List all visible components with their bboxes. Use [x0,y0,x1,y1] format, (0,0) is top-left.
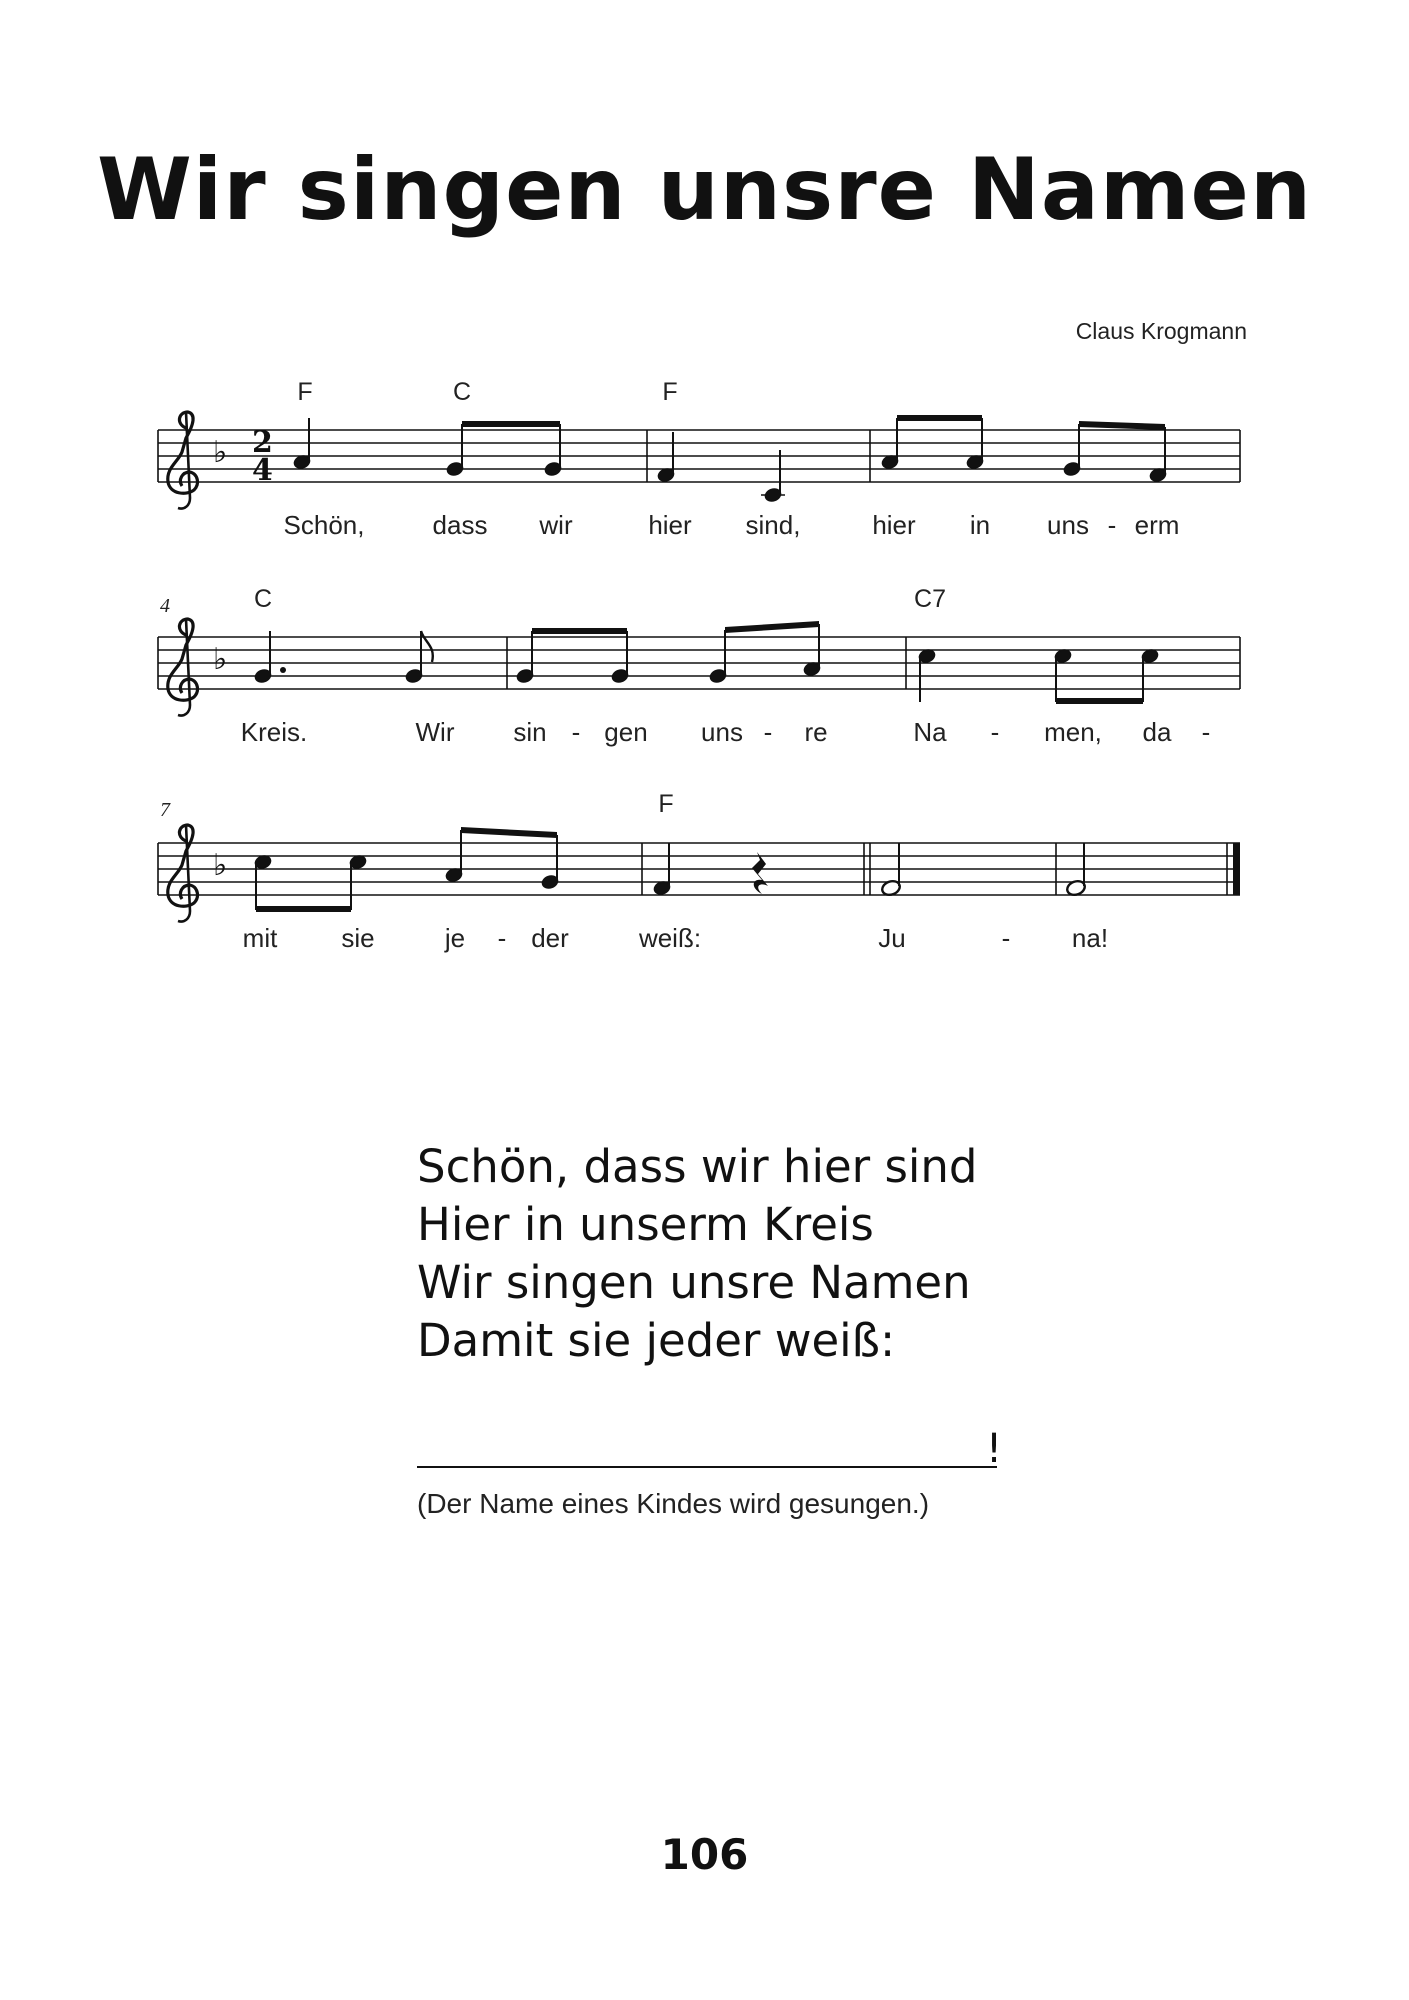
system-2 [158,585,1240,747]
blank-line [417,1466,997,1468]
lyric-syllable: sie [341,923,375,953]
lyric-syllable: hier [648,510,692,540]
note-beam [725,621,819,633]
song-title: Wir singen unsre Namen [96,140,1313,240]
chord-symbols [658,790,673,818]
notes [292,415,1167,503]
note-dot [280,667,286,673]
verse-line: Wir singen unsre Namen [417,1256,971,1309]
lyric-syllable: hier [872,510,916,540]
lyric-syllable: erm [1134,510,1180,540]
lyric-syllable: je [444,923,466,953]
final-barline [1233,843,1240,895]
note-beam [462,421,560,427]
lyric-syllable: Na [913,717,947,747]
lyric-syllable: sin [513,717,547,747]
treble-clef-icon [168,412,198,509]
staff-lines [158,637,1240,689]
note-beam [1079,421,1165,430]
lyric-syllable: na! [1071,923,1109,953]
lyrics [243,923,1108,953]
lyric-syllable: weiß: [638,923,702,953]
chord-symbol: C7 [914,585,946,613]
lyric-hyphen: - [1107,510,1117,540]
chord-symbol: C [253,585,273,613]
instruction-note: (Der Name eines Kindes wird gesungen.) [417,1488,930,1519]
note-beam [1056,698,1143,704]
flat-icon: ♭ [213,848,228,883]
lyric-syllable: re [804,717,828,747]
lyric-syllable: Wir [415,717,455,747]
lyric-syllable: uns [701,717,743,747]
lyric-syllable: mit [242,923,278,953]
chord-symbol: F [662,378,678,406]
measure-number: 4 [160,595,170,617]
measure-number: 7 [160,799,170,821]
flat-icon: ♭ [213,642,228,677]
lyric-syllable: gen [604,717,648,747]
quarter-rest-icon [752,852,768,894]
chord-symbols [297,378,677,406]
lyric-hyphen: - [1001,923,1011,953]
lyric-syllable: Ju [878,923,906,953]
lyric-syllable: der [531,923,569,953]
time-signature-top: 2 [252,425,273,460]
treble-clef-icon [168,619,198,716]
lyric-syllable: da [1142,717,1172,747]
note-beam [461,827,557,838]
lyric-hyphen: - [571,717,581,747]
song-verse [417,1138,977,1370]
time-signature-bottom: 4 [252,453,273,488]
lyric-syllable: men, [1044,717,1102,747]
verse-line: Damit sie jeder weiß: [417,1314,896,1367]
lyric-syllable: Schön, [283,510,365,540]
lyric-syllable: uns [1047,510,1089,540]
flat-icon: ♭ [213,435,228,470]
chord-symbols [254,585,946,613]
lyrics [241,717,1211,747]
lyric-syllable: wir [539,510,573,540]
page-number: 106 [660,1830,749,1879]
blank-exclamation: ! [985,1426,1002,1472]
verse-line: Schön, dass wir hier sind [417,1140,978,1193]
treble-clef-icon [168,825,198,922]
verse-line: Hier in unserm Kreis [417,1198,874,1251]
lyric-hyphen: - [763,717,773,747]
lyric-syllable: in [969,510,991,540]
chord-symbol: C [452,378,472,406]
note-beam [256,906,351,912]
name-blank [417,1426,1002,1474]
note-beam [897,415,982,421]
system-1 [158,378,1240,540]
staff-lines [158,430,1240,482]
chord-symbol: F [658,790,674,818]
composer-name: Claus Krogmann [1075,318,1247,344]
system-3 [158,790,1240,953]
note-beam [532,628,627,634]
lyric-hyphen: - [1201,717,1211,747]
lyric-hyphen: - [497,923,507,953]
note-flag [421,631,433,662]
lyrics [284,510,1180,540]
lyric-syllable: Kreis. [240,717,308,747]
lyric-hyphen: - [990,717,1000,747]
chord-symbol: F [297,378,313,406]
lyric-syllable: sind, [745,510,801,540]
lyric-syllable: dass [432,510,488,540]
